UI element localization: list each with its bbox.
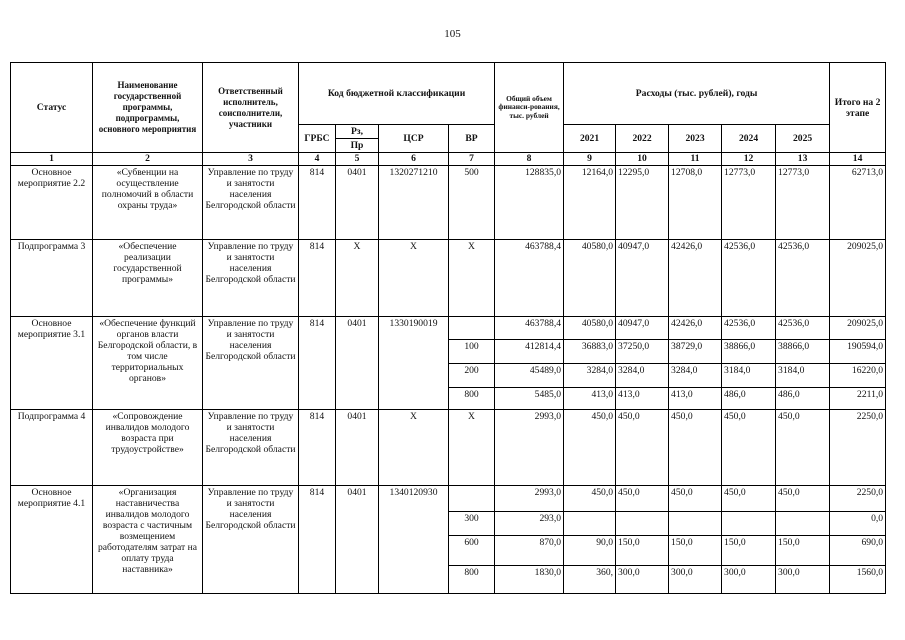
stage-total-cell: 62713,0: [830, 166, 886, 240]
rzpr-cell: 0401: [336, 166, 379, 240]
total-cell: 1830,0: [495, 566, 564, 594]
year-cell: 38866,0: [722, 340, 776, 364]
year-cell: 12164,0: [564, 166, 616, 240]
header-year-2023: 2023: [669, 125, 722, 153]
header-year-2025: 2025: [776, 125, 830, 153]
year-cell: [722, 512, 776, 536]
column-number: 4: [299, 153, 336, 166]
executor-cell: Управление по труду и занятости населения Белгородской области: [203, 486, 299, 594]
vr-cell: 800: [449, 566, 495, 594]
status-cell: Подпрограмма 4: [11, 410, 93, 486]
name-cell: «Субвенции на осуществление полномочий в области охраны труда»: [93, 166, 203, 240]
total-cell: 128835,0: [495, 166, 564, 240]
year-cell: 36883,0: [564, 340, 616, 364]
column-number: 1: [11, 153, 93, 166]
column-number: 6: [379, 153, 449, 166]
table-row: [11, 240, 886, 317]
column-number: 2: [93, 153, 203, 166]
grbs-cell: 814: [299, 486, 336, 594]
total-cell: 5485,0: [495, 388, 564, 410]
year-cell: 3184,0: [722, 364, 776, 388]
year-cell: 12773,0: [776, 166, 830, 240]
year-cell: 40947,0: [616, 317, 669, 340]
status-cell: Основное мероприятие 2.2: [11, 166, 93, 240]
stage-total-cell: 209025,0: [830, 317, 886, 340]
rzpr-cell: X: [336, 240, 379, 317]
year-cell: 42536,0: [722, 240, 776, 317]
stage-total-cell: 16220,0: [830, 364, 886, 388]
year-cell: 450,0: [564, 486, 616, 512]
stage-total-cell: 690,0: [830, 536, 886, 566]
column-number: 5: [336, 153, 379, 166]
executor-cell: Управление по труду и занятости населения Белгородской области: [203, 240, 299, 317]
year-cell: [669, 512, 722, 536]
year-cell: 486,0: [722, 388, 776, 410]
year-cell: 150,0: [669, 536, 722, 566]
name-cell: «Организация наставничества инвалидов молодого возраста с частичным возмещением работодателям затрат на оплату труда наставника»: [93, 486, 203, 594]
vr-cell: 300: [449, 512, 495, 536]
year-cell: 300,0: [722, 566, 776, 594]
csr-cell: 1340120930: [379, 486, 449, 594]
year-cell: 12773,0: [722, 166, 776, 240]
stage-total-cell: 2211,0: [830, 388, 886, 410]
year-cell: 40947,0: [616, 240, 669, 317]
column-number: 8: [495, 153, 564, 166]
column-number: 13: [776, 153, 830, 166]
header-budget-code: Код бюджетной классификации: [299, 63, 495, 125]
header-year-2021: 2021: [564, 125, 616, 153]
year-cell: 486,0: [776, 388, 830, 410]
year-cell: 413,0: [616, 388, 669, 410]
executor-cell: Управление по труду и занятости населения Белгородской области: [203, 410, 299, 486]
year-cell: [564, 512, 616, 536]
year-cell: 42426,0: [669, 240, 722, 317]
header-expenses: Расходы (тыс. рублей), годы: [564, 63, 830, 125]
header-total-stage: Итого на 2 этапе: [830, 63, 886, 153]
year-cell: 38866,0: [776, 340, 830, 364]
year-cell: 12295,0: [616, 166, 669, 240]
executor-cell: Управление по труду и занятости населения Белгородской области: [203, 317, 299, 410]
status-cell: Основное мероприятие 4.1: [11, 486, 93, 594]
rzpr-cell: 0401: [336, 486, 379, 594]
year-cell: 450,0: [669, 486, 722, 512]
table-row: [11, 486, 886, 512]
year-cell: 450,0: [722, 410, 776, 486]
year-cell: 42426,0: [669, 317, 722, 340]
header-year-2024: 2024: [722, 125, 776, 153]
vr-cell: X: [449, 410, 495, 486]
header-rzpr-top: Рз,: [336, 125, 379, 139]
vr-cell: 100: [449, 340, 495, 364]
year-cell: 450,0: [616, 486, 669, 512]
column-number: 3: [203, 153, 299, 166]
stage-total-cell: 209025,0: [830, 240, 886, 317]
stage-total-cell: 2250,0: [830, 486, 886, 512]
name-cell: «Сопровождение инвалидов молодого возраста при трудоустройстве»: [93, 410, 203, 486]
year-cell: 413,0: [564, 388, 616, 410]
total-cell: 463788,4: [495, 240, 564, 317]
year-cell: 360,: [564, 566, 616, 594]
csr-cell: 1320271210: [379, 166, 449, 240]
header-name: Наименование государственной программы, подпрограммы, основного мероприятия: [93, 63, 203, 153]
year-cell: 3284,0: [669, 364, 722, 388]
year-cell: 150,0: [722, 536, 776, 566]
year-cell: 90,0: [564, 536, 616, 566]
total-cell: 870,0: [495, 536, 564, 566]
year-cell: 3284,0: [616, 364, 669, 388]
csr-cell: 1330190019: [379, 317, 449, 410]
year-cell: 450,0: [669, 410, 722, 486]
stage-total-cell: 0,0: [830, 512, 886, 536]
year-cell: 450,0: [722, 486, 776, 512]
name-cell: «Обеспечение функций органов власти Белгородской области, в том числе территориальных органов»: [93, 317, 203, 410]
executor-cell: Управление по труду и занятости населения Белгородской области: [203, 166, 299, 240]
vr-cell: 600: [449, 536, 495, 566]
column-number: 9: [564, 153, 616, 166]
vr-cell: 800: [449, 388, 495, 410]
header-executor: Ответственный исполнитель, соисполнители, участники: [203, 63, 299, 153]
total-cell: 463788,4: [495, 317, 564, 340]
csr-cell: X: [379, 410, 449, 486]
column-number: 14: [830, 153, 886, 166]
grbs-cell: 814: [299, 317, 336, 410]
year-cell: 3184,0: [776, 364, 830, 388]
csr-cell: X: [379, 240, 449, 317]
year-cell: 3284,0: [564, 364, 616, 388]
stage-total-cell: 2250,0: [830, 410, 886, 486]
column-number: 12: [722, 153, 776, 166]
vr-cell: X: [449, 240, 495, 317]
stage-total-cell: 190594,0: [830, 340, 886, 364]
status-cell: Основное мероприятие 3.1: [11, 317, 93, 410]
year-cell: 40580,0: [564, 317, 616, 340]
header-csr: ЦСР: [379, 125, 449, 153]
vr-cell: [449, 317, 495, 340]
year-cell: 12708,0: [669, 166, 722, 240]
total-cell: 412814,4: [495, 340, 564, 364]
header-year-2022: 2022: [616, 125, 669, 153]
table-row: [11, 410, 886, 486]
header-rzpr-bottom: Пр: [336, 139, 379, 153]
total-cell: 2993,0: [495, 486, 564, 512]
page-number: 105: [444, 28, 461, 40]
rzpr-cell: 0401: [336, 317, 379, 410]
year-cell: 300,0: [616, 566, 669, 594]
grbs-cell: 814: [299, 410, 336, 486]
year-cell: 450,0: [776, 486, 830, 512]
column-number: 7: [449, 153, 495, 166]
vr-cell: 500: [449, 166, 495, 240]
stage-total-cell: 1560,0: [830, 566, 886, 594]
year-cell: 450,0: [564, 410, 616, 486]
year-cell: 150,0: [616, 536, 669, 566]
status-cell: Подпрограмма 3: [11, 240, 93, 317]
year-cell: 42536,0: [776, 317, 830, 340]
year-cell: 300,0: [776, 566, 830, 594]
year-cell: [776, 512, 830, 536]
vr-cell: 200: [449, 364, 495, 388]
vr-cell: [449, 486, 495, 512]
year-cell: 38729,0: [669, 340, 722, 364]
total-cell: 2993,0: [495, 410, 564, 486]
year-cell: 37250,0: [616, 340, 669, 364]
total-cell: 293,0: [495, 512, 564, 536]
year-cell: 42536,0: [722, 317, 776, 340]
year-cell: 40580,0: [564, 240, 616, 317]
name-cell: «Обеспечение реализации государственной программы»: [93, 240, 203, 317]
budget-table: [10, 62, 886, 594]
header-grbs: ГРБС: [299, 125, 336, 153]
year-cell: 150,0: [776, 536, 830, 566]
header-row-1: [11, 63, 886, 125]
year-cell: 450,0: [616, 410, 669, 486]
table-row: [11, 317, 886, 340]
year-cell: 42536,0: [776, 240, 830, 317]
total-cell: 45489,0: [495, 364, 564, 388]
table-row: [11, 166, 886, 240]
grbs-cell: 814: [299, 166, 336, 240]
column-number-row: [11, 153, 886, 166]
year-cell: 300,0: [669, 566, 722, 594]
header-status: Статус: [11, 63, 93, 153]
year-cell: [616, 512, 669, 536]
header-vr: ВР: [449, 125, 495, 153]
grbs-cell: 814: [299, 240, 336, 317]
year-cell: 450,0: [776, 410, 830, 486]
header-total-volume: Общий объем финанси-рования, тыс. рублей: [495, 63, 564, 153]
column-number: 10: [616, 153, 669, 166]
column-number: 11: [669, 153, 722, 166]
rzpr-cell: 0401: [336, 410, 379, 486]
year-cell: 413,0: [669, 388, 722, 410]
